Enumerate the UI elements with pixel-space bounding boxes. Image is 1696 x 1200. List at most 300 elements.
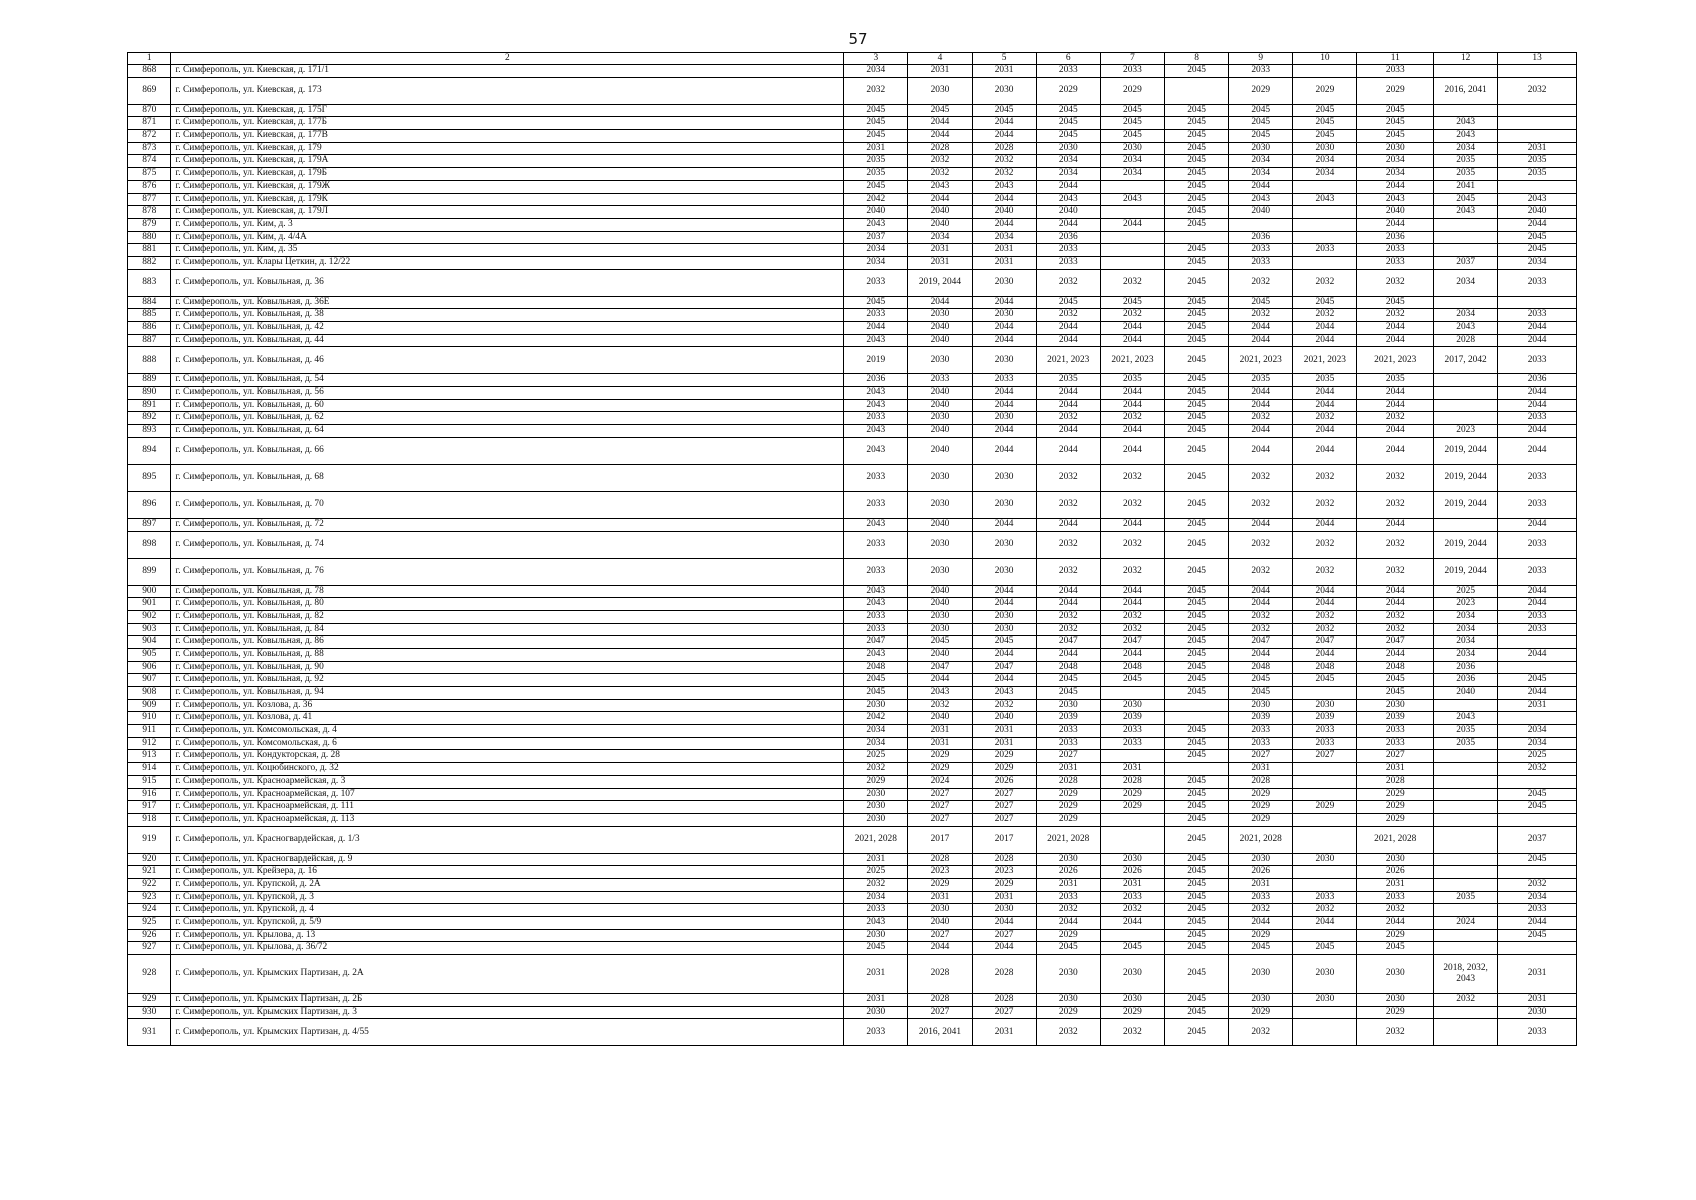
year-cell-col-11: 2036	[1357, 231, 1434, 244]
year-cell-col-12: 2043	[1434, 206, 1498, 219]
year-cell-text: 2021, 2028	[1047, 834, 1090, 845]
year-cell-col-7: 2044	[1100, 917, 1164, 930]
year-cell-col-3: 2047	[844, 636, 908, 649]
row-number: 881	[128, 244, 171, 257]
year-cell-col-12: 2036	[1434, 674, 1498, 687]
year-cell-col-11: 2045	[1357, 942, 1434, 955]
year-cell-col-11: 2032	[1357, 269, 1434, 296]
year-cell-col-3: 2033	[844, 269, 908, 296]
address-cell: г. Симферополь, ул. Ковыльная, д. 78	[171, 585, 844, 598]
year-cell-col-8: 2045	[1165, 775, 1229, 788]
year-cell-col-9: 2034	[1229, 155, 1293, 168]
year-cell-col-8: 2045	[1165, 180, 1229, 193]
year-cell-col-11: 2045	[1357, 687, 1434, 700]
year-cell-col-9	[1229, 826, 1293, 853]
year-cell-col-10: 2045	[1293, 674, 1357, 687]
year-cell-col-7: 2044	[1100, 425, 1164, 438]
year-cell-col-7: 2030	[1100, 955, 1164, 994]
year-cell-col-9: 2043	[1229, 193, 1293, 206]
year-cell-col-3: 2034	[844, 256, 908, 269]
year-cell-col-11: 2044	[1357, 437, 1434, 464]
address-cell: г. Симферополь, ул. Красногвардейская, д. 1/3	[171, 826, 844, 853]
year-cell-col-3: 2034	[844, 65, 908, 78]
year-cell-col-4: 2045	[908, 636, 972, 649]
table-row	[128, 218, 1577, 231]
year-cell-col-9: 2044	[1229, 425, 1293, 438]
year-cell-col-12	[1434, 531, 1498, 558]
year-cell-col-7: 2031	[1100, 763, 1164, 776]
address-cell: г. Симферополь, ул. Ковыльная, д. 72	[171, 518, 844, 531]
table-row	[128, 399, 1577, 412]
year-cell-col-7: 2035	[1100, 374, 1164, 387]
table-row	[128, 955, 1577, 994]
year-cell-col-7: 2044	[1100, 518, 1164, 531]
year-cell-col-10: 2044	[1293, 425, 1357, 438]
year-cell-col-5: 2040	[972, 712, 1036, 725]
year-cell-col-7: 2032	[1100, 904, 1164, 917]
year-cell-col-12: 2034	[1434, 309, 1498, 322]
year-cell-col-12: 2035	[1434, 737, 1498, 750]
address-cell: г. Симферополь, ул. Киевская, д. 177Б	[171, 117, 844, 130]
year-cell-col-8: 2045	[1165, 878, 1229, 891]
year-cell-col-9: 2044	[1229, 322, 1293, 335]
year-cell-col-12	[1434, 387, 1498, 400]
year-cell-col-12	[1434, 904, 1498, 917]
year-cell-col-4: 2030	[908, 464, 972, 491]
address-cell: г. Симферополь, ул. Ковыльная, д. 54	[171, 374, 844, 387]
year-cell-col-12: 2034	[1434, 636, 1498, 649]
year-cell-col-10: 2032	[1293, 904, 1357, 917]
year-cell-col-12: 2043	[1434, 322, 1498, 335]
row-number: 924	[128, 904, 171, 917]
year-cell-col-8: 2045	[1165, 725, 1229, 738]
year-cell-col-5: 2031	[972, 725, 1036, 738]
address-cell: г. Симферополь, ул. Киевская, д. 179Б	[171, 168, 844, 181]
year-cell-col-11: 2032	[1357, 491, 1434, 518]
year-cell-col-10: 2029	[1293, 77, 1357, 104]
year-cell-col-9: 2030	[1229, 994, 1293, 1007]
year-cell-col-3: 2043	[844, 585, 908, 598]
row-number: 876	[128, 180, 171, 193]
year-cell-col-7: 2026	[1100, 866, 1164, 879]
row-number: 927	[128, 942, 171, 955]
year-cell-col-13	[1498, 130, 1577, 143]
year-cell-col-12	[1434, 464, 1498, 491]
year-cell-col-10: 2047	[1293, 636, 1357, 649]
year-cell-col-6: 2029	[1036, 788, 1100, 801]
year-cell-col-11: 2044	[1357, 585, 1434, 598]
year-cell-text: 2021, 2028	[1374, 834, 1417, 845]
year-cell-col-9: 2031	[1229, 878, 1293, 891]
year-cell-col-11: 2044	[1357, 322, 1434, 335]
year-cell-col-6: 2044	[1036, 437, 1100, 464]
year-cell-col-3: 2030	[844, 929, 908, 942]
column-number-row	[128, 53, 1577, 65]
year-cell-col-7	[1100, 929, 1164, 942]
year-cell-col-3: 2029	[844, 775, 908, 788]
year-cell-col-7: 2045	[1100, 104, 1164, 117]
address-cell: г. Симферополь, ул. Ковыльная, д. 94	[171, 687, 844, 700]
year-cell-col-13	[1498, 866, 1577, 879]
column-header-2: 2	[171, 53, 844, 65]
row-number: 931	[128, 1019, 171, 1046]
year-cell-col-13: 2031	[1498, 994, 1577, 1007]
year-cell-col-11: 2033	[1357, 256, 1434, 269]
table-row	[128, 464, 1577, 491]
address-cell: г. Симферополь, ул. Киевская, д. 179А	[171, 155, 844, 168]
year-cell-col-12	[1434, 826, 1498, 853]
year-cell-col-4: 2030	[908, 623, 972, 636]
year-cell-col-5: 2030	[972, 77, 1036, 104]
address-cell: г. Симферополь, ул. Ким, д. 35	[171, 244, 844, 257]
year-cell-col-4: 2040	[908, 712, 972, 725]
table-row	[128, 77, 1577, 104]
year-cell-col-13: 2031	[1498, 955, 1577, 994]
year-cell-text: 2021, 2028	[1239, 834, 1282, 845]
year-cell-col-6: 2045	[1036, 674, 1100, 687]
year-cell-col-8: 2045	[1165, 917, 1229, 930]
year-cell-col-4: 2029	[908, 750, 972, 763]
year-cell-col-9: 2032	[1229, 610, 1293, 623]
year-cell-col-3: 2033	[844, 1019, 908, 1046]
year-cell-col-4: 2034	[908, 231, 972, 244]
table-row	[128, 180, 1577, 193]
year-cell-col-9: 2045	[1229, 296, 1293, 309]
year-cell-col-8: 2045	[1165, 117, 1229, 130]
address-cell: г. Симферополь, ул. Ковыльная, д. 36	[171, 269, 844, 296]
year-cell-col-4: 2044	[908, 674, 972, 687]
year-cell-text: 2019, 2044	[1444, 566, 1487, 576]
year-cell-col-13: 2037	[1498, 826, 1577, 853]
year-cell-col-7: 2033	[1100, 891, 1164, 904]
year-cell-col-5: 2045	[972, 104, 1036, 117]
row-number: 891	[128, 399, 171, 412]
year-cell-col-10: 2033	[1293, 244, 1357, 257]
year-cell-col-10	[1293, 813, 1357, 826]
address-cell: г. Симферополь, ул. Комсомольская, д. 4	[171, 725, 844, 738]
year-cell-col-7: 2044	[1100, 399, 1164, 412]
year-cell-col-13: 2034	[1498, 256, 1577, 269]
year-cell-col-11: 2043	[1357, 193, 1434, 206]
year-cell-col-8: 2045	[1165, 193, 1229, 206]
year-cell-col-13: 2044	[1498, 425, 1577, 438]
address-cell: г. Симферополь, ул. Кондукторская, д. 28	[171, 750, 844, 763]
row-number: 868	[128, 65, 171, 78]
year-cell-col-11: 2029	[1357, 801, 1434, 814]
year-cell-col-5: 2044	[972, 437, 1036, 464]
table-row	[128, 610, 1577, 623]
year-cell-col-10	[1293, 206, 1357, 219]
year-cell-col-5: 2031	[972, 256, 1036, 269]
year-cell-col-13: 2033	[1498, 1019, 1577, 1046]
year-cell-col-7	[1100, 687, 1164, 700]
year-cell-col-13: 2036	[1498, 374, 1577, 387]
year-cell-col-12: 2043	[1434, 117, 1498, 130]
year-cell-col-4: 2040	[908, 585, 972, 598]
year-cell-col-6: 2044	[1036, 218, 1100, 231]
row-number: 883	[128, 269, 171, 296]
row-number: 928	[128, 955, 171, 994]
year-cell-col-13: 2044	[1498, 585, 1577, 598]
row-number: 917	[128, 801, 171, 814]
year-cell-text: 2019, 2044	[1444, 472, 1487, 483]
year-cell-col-5: 2043	[972, 687, 1036, 700]
year-cell-col-3: 2034	[844, 244, 908, 257]
year-cell-col-12	[1434, 1006, 1498, 1019]
year-cell-col-7	[1100, 231, 1164, 244]
year-cell-col-9: 2044	[1229, 399, 1293, 412]
year-cell-col-6: 2044	[1036, 598, 1100, 611]
year-cell-col-6: 2029	[1036, 929, 1100, 942]
row-number: 914	[128, 763, 171, 776]
row-number: 910	[128, 712, 171, 725]
year-cell-col-13: 2044	[1498, 334, 1577, 347]
year-cell-col-8: 2045	[1165, 737, 1229, 750]
year-cell-col-5: 2017	[972, 826, 1036, 853]
year-cell-col-10: 2030	[1293, 699, 1357, 712]
year-cell-col-11: 2026	[1357, 866, 1434, 879]
year-cell-col-9: 2033	[1229, 737, 1293, 750]
year-cell-col-12	[1434, 244, 1498, 257]
table-row	[128, 104, 1577, 117]
address-cell: г. Симферополь, ул. Красноармейская, д. 107	[171, 788, 844, 801]
year-cell-col-8: 2045	[1165, 464, 1229, 491]
year-cell-col-8: 2045	[1165, 674, 1229, 687]
row-number: 890	[128, 387, 171, 400]
year-cell-col-11: 2044	[1357, 917, 1434, 930]
year-cell-col-9: 2029	[1229, 929, 1293, 942]
table-row	[128, 636, 1577, 649]
year-cell-col-8: 2045	[1165, 322, 1229, 335]
year-cell-col-13: 2033	[1498, 531, 1577, 558]
year-cell-col-11: 2032	[1357, 531, 1434, 558]
table-row	[128, 801, 1577, 814]
year-cell-col-7: 2044	[1100, 437, 1164, 464]
year-cell-col-6: 2031	[1036, 878, 1100, 891]
year-cell-col-6: 2029	[1036, 813, 1100, 826]
year-cell-col-9: 2034	[1229, 168, 1293, 181]
column-header-12: 12	[1434, 53, 1498, 65]
year-cell-col-10: 2043	[1293, 193, 1357, 206]
table-row	[128, 623, 1577, 636]
table-row	[128, 1019, 1577, 1046]
year-cell-col-4: 2032	[908, 155, 972, 168]
year-cell-col-4: 2040	[908, 334, 972, 347]
year-cell-col-8: 2045	[1165, 244, 1229, 257]
year-cell-col-13: 2035	[1498, 155, 1577, 168]
year-cell-col-9: 2032	[1229, 623, 1293, 636]
row-number: 870	[128, 104, 171, 117]
year-cell-col-11: 2032	[1357, 904, 1434, 917]
year-cell-col-3: 2045	[844, 104, 908, 117]
address-cell: г. Симферополь, ул. Ковыльная, д. 82	[171, 610, 844, 623]
row-number: 873	[128, 142, 171, 155]
year-cell-col-12	[1434, 775, 1498, 788]
table-row	[128, 929, 1577, 942]
year-cell-col-6: 2045	[1036, 296, 1100, 309]
year-cell-col-13: 2045	[1498, 674, 1577, 687]
year-cell-col-3: 2033	[844, 610, 908, 623]
year-cell-col-12: 2043	[1434, 130, 1498, 143]
year-cell-col-9: 2044	[1229, 387, 1293, 400]
year-cell-col-4: 2027	[908, 929, 972, 942]
year-cell-col-10: 2045	[1293, 130, 1357, 143]
year-cell-col-9: 2026	[1229, 866, 1293, 879]
year-cell-col-8: 2045	[1165, 256, 1229, 269]
year-cell-col-10: 2034	[1293, 168, 1357, 181]
year-cell-col-3: 2033	[844, 558, 908, 585]
column-header-6: 6	[1036, 53, 1100, 65]
year-cell-col-6: 2044	[1036, 399, 1100, 412]
year-cell-col-7: 2030	[1100, 142, 1164, 155]
year-cell-text: 2021, 2023	[1111, 354, 1154, 365]
year-cell-col-11: 2048	[1357, 661, 1434, 674]
table-row	[128, 412, 1577, 425]
year-cell-col-4: 2027	[908, 813, 972, 826]
year-cell-col-8	[1165, 763, 1229, 776]
year-cell-col-5: 2044	[972, 218, 1036, 231]
year-cell-col-7: 2032	[1100, 269, 1164, 296]
year-cell-col-9: 2045	[1229, 942, 1293, 955]
year-cell-col-9: 2032	[1229, 412, 1293, 425]
year-cell-col-7: 2045	[1100, 296, 1164, 309]
year-cell-col-13: 2044	[1498, 218, 1577, 231]
year-cell-col-8	[1165, 699, 1229, 712]
year-cell-col-13: 2044	[1498, 399, 1577, 412]
year-cell-col-10: 2045	[1293, 296, 1357, 309]
year-cell-col-13: 2034	[1498, 891, 1577, 904]
year-cell-col-8: 2045	[1165, 826, 1229, 853]
year-cell-col-6: 2029	[1036, 1006, 1100, 1019]
year-cell-col-13: 2045	[1498, 788, 1577, 801]
year-cell-col-7: 2033	[1100, 737, 1164, 750]
year-cell-col-3: 2033	[844, 309, 908, 322]
table-row	[128, 788, 1577, 801]
year-cell-col-13: 2045	[1498, 244, 1577, 257]
year-cell-col-9: 2044	[1229, 648, 1293, 661]
year-cell-col-12	[1434, 104, 1498, 117]
year-cell-col-6: 2044	[1036, 585, 1100, 598]
table-row	[128, 699, 1577, 712]
year-cell-col-10	[1293, 1006, 1357, 1019]
year-cell-col-6: 2029	[1036, 801, 1100, 814]
year-cell-col-10: 2044	[1293, 399, 1357, 412]
year-cell-col-11: 2030	[1357, 955, 1434, 994]
year-cell-col-7: 2032	[1100, 412, 1164, 425]
year-cell-col-9: 2039	[1229, 712, 1293, 725]
year-cell-col-9: 2028	[1229, 775, 1293, 788]
table-row	[128, 598, 1577, 611]
year-cell-col-4: 2030	[908, 531, 972, 558]
year-cell-col-9: 2033	[1229, 725, 1293, 738]
row-number: 915	[128, 775, 171, 788]
year-cell-col-12	[1434, 218, 1498, 231]
year-cell-col-9: 2044	[1229, 437, 1293, 464]
year-cell-col-5: 2031	[972, 65, 1036, 78]
address-cell: г. Симферополь, ул. Ковыльная, д. 90	[171, 661, 844, 674]
year-cell-col-11: 2028	[1357, 775, 1434, 788]
year-cell-col-6: 2032	[1036, 558, 1100, 585]
year-cell-col-12: 2032	[1434, 994, 1498, 1007]
year-cell-col-3: 2043	[844, 387, 908, 400]
year-cell-col-12	[1434, 491, 1498, 518]
year-cell-col-4: 2017	[908, 826, 972, 853]
year-cell-col-9: 2030	[1229, 955, 1293, 994]
year-cell-col-8: 2045	[1165, 206, 1229, 219]
year-cell-col-10: 2032	[1293, 309, 1357, 322]
year-cell-col-3: 2045	[844, 296, 908, 309]
year-cell-col-10: 2044	[1293, 585, 1357, 598]
year-cell-col-7	[1100, 256, 1164, 269]
year-cell-col-6: 2032	[1036, 610, 1100, 623]
year-cell-col-4: 2047	[908, 661, 972, 674]
year-cell-col-13: 2025	[1498, 750, 1577, 763]
year-cell-col-8: 2045	[1165, 334, 1229, 347]
year-cell-col-5: 2044	[972, 130, 1036, 143]
year-cell-col-4: 2029	[908, 878, 972, 891]
year-cell-col-13: 2044	[1498, 917, 1577, 930]
year-cell-col-11: 2032	[1357, 610, 1434, 623]
year-cell-col-10	[1293, 347, 1357, 374]
year-cell-col-13: 2045	[1498, 231, 1577, 244]
address-cell: г. Симферополь, ул. Киевская, д. 173	[171, 77, 844, 104]
row-number: 875	[128, 168, 171, 181]
year-cell-col-11: 2032	[1357, 558, 1434, 585]
year-cell-col-10	[1293, 763, 1357, 776]
year-cell-col-5: 2028	[972, 955, 1036, 994]
row-number: 895	[128, 464, 171, 491]
year-cell-col-6: 2032	[1036, 1019, 1100, 1046]
year-cell-col-5: 2034	[972, 231, 1036, 244]
year-cell-col-4: 2031	[908, 891, 972, 904]
year-cell-col-13: 2034	[1498, 725, 1577, 738]
year-cell-col-3: 2035	[844, 168, 908, 181]
year-cell-text: 2017, 2042	[1444, 354, 1487, 365]
year-cell-col-12	[1434, 929, 1498, 942]
year-cell-col-7: 2045	[1100, 674, 1164, 687]
year-cell-col-8: 2045	[1165, 65, 1229, 78]
year-cell-col-5: 2044	[972, 193, 1036, 206]
year-cell-col-13	[1498, 180, 1577, 193]
year-cell-col-13: 2033	[1498, 347, 1577, 374]
year-cell-col-9: 2032	[1229, 464, 1293, 491]
year-cell-col-10: 2048	[1293, 661, 1357, 674]
address-cell: г. Симферополь, ул. Козлова, д. 41	[171, 712, 844, 725]
year-cell-col-8: 2045	[1165, 623, 1229, 636]
year-cell-col-4: 2030	[908, 77, 972, 104]
year-cell-col-10	[1293, 1019, 1357, 1046]
year-cell-col-4: 2027	[908, 1006, 972, 1019]
row-number: 908	[128, 687, 171, 700]
year-cell-col-10: 2030	[1293, 853, 1357, 866]
year-cell-col-4: 2045	[908, 104, 972, 117]
year-cell-col-8: 2045	[1165, 585, 1229, 598]
year-cell-col-12	[1434, 412, 1498, 425]
year-cell-col-4: 2027	[908, 801, 972, 814]
year-cell-col-3: 2033	[844, 464, 908, 491]
year-cell-col-5: 2028	[972, 853, 1036, 866]
year-cell-col-8: 2045	[1165, 374, 1229, 387]
year-cell-col-13: 2033	[1498, 464, 1577, 491]
address-cell: г. Симферополь, ул. Ковыльная, д. 56	[171, 387, 844, 400]
page-number: 57	[848, 30, 868, 48]
year-cell-col-5: 2027	[972, 801, 1036, 814]
year-cell-col-9: 2044	[1229, 598, 1293, 611]
year-cell-col-12: 2023	[1434, 425, 1498, 438]
year-cell-col-12	[1434, 231, 1498, 244]
year-cell-col-8: 2045	[1165, 598, 1229, 611]
year-cell-col-13: 2030	[1498, 1006, 1577, 1019]
